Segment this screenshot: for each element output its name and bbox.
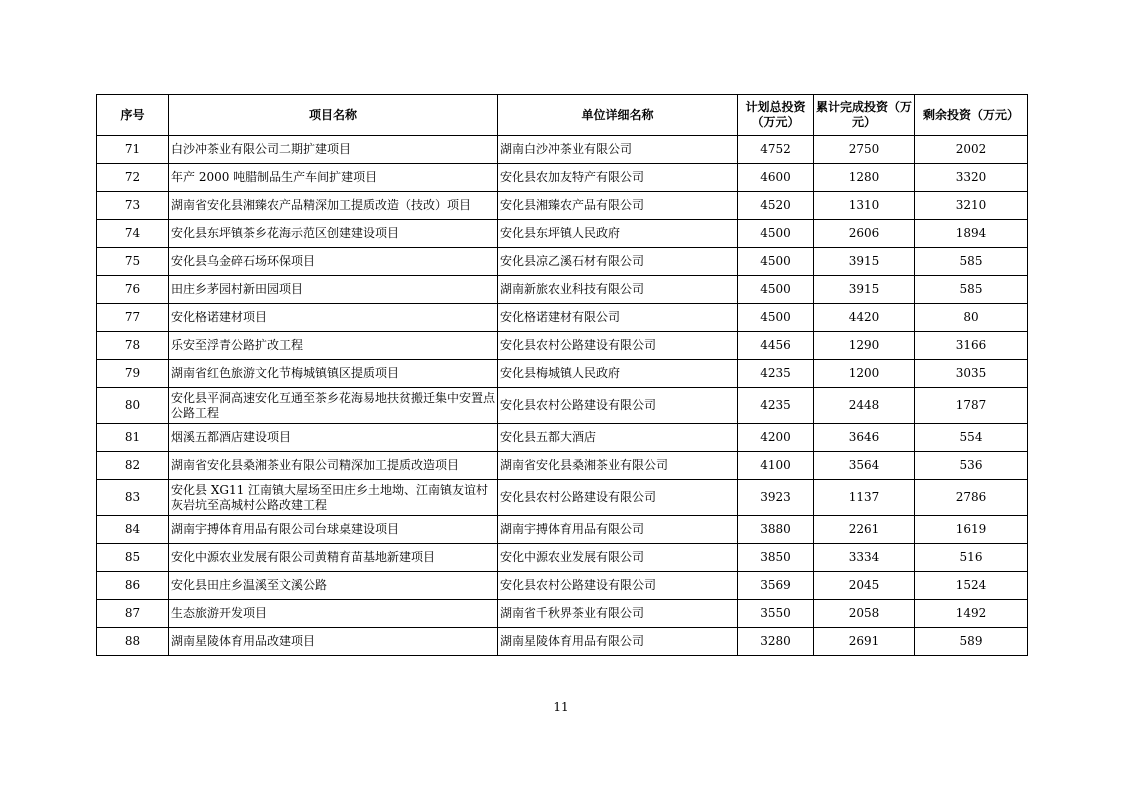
cell-remaining-investment: 554 (915, 424, 1028, 452)
cell-project-name: 田庄乡茅园村新田园项目 (169, 276, 498, 304)
cell-planned-investment: 4600 (738, 164, 814, 192)
cell-planned-investment: 4500 (738, 220, 814, 248)
cell-remaining-investment: 1787 (915, 388, 1028, 424)
cell-project-name: 安化县 XG11 江南镇大屋场至田庄乡土地坳、江南镇友谊村灰岩坑至高城村公路改建工程 (169, 480, 498, 516)
header-completed-investment: 累计完成投资（万元） (814, 95, 915, 136)
cell-remaining-investment: 2002 (915, 136, 1028, 164)
table-row (97, 388, 1028, 424)
cell-planned-investment: 4520 (738, 192, 814, 220)
table-row (97, 248, 1028, 276)
cell-completed-investment: 3334 (814, 544, 915, 572)
table-row (97, 480, 1028, 516)
cell-unit-name: 安化县湘臻农产品有限公司 (498, 192, 738, 220)
cell-planned-investment: 4500 (738, 248, 814, 276)
cell-remaining-investment: 3210 (915, 192, 1028, 220)
cell-planned-investment: 4100 (738, 452, 814, 480)
cell-planned-investment: 4235 (738, 360, 814, 388)
investment-table (96, 94, 1028, 656)
cell-no: 73 (97, 192, 169, 220)
cell-unit-name: 安化县农村公路建设有限公司 (498, 572, 738, 600)
cell-planned-investment: 3923 (738, 480, 814, 516)
cell-no: 72 (97, 164, 169, 192)
cell-planned-investment: 4752 (738, 136, 814, 164)
cell-project-name: 乐安至浮青公路扩改工程 (169, 332, 498, 360)
cell-project-name: 生态旅游开发项目 (169, 600, 498, 628)
header-project-name: 项目名称 (169, 95, 498, 136)
cell-completed-investment: 3915 (814, 276, 915, 304)
table-row (97, 304, 1028, 332)
cell-planned-investment: 3569 (738, 572, 814, 600)
cell-completed-investment: 2691 (814, 628, 915, 656)
cell-no: 81 (97, 424, 169, 452)
cell-project-name: 湖南省安化县湘臻农产品精深加工提质改造（技改）项目 (169, 192, 498, 220)
table-row (97, 452, 1028, 480)
cell-no: 82 (97, 452, 169, 480)
cell-no: 74 (97, 220, 169, 248)
cell-remaining-investment: 536 (915, 452, 1028, 480)
cell-planned-investment: 3850 (738, 544, 814, 572)
cell-project-name: 湖南省红色旅游文化节梅城镇镇区提质项目 (169, 360, 498, 388)
header-remaining-investment: 剩余投资（万元） (915, 95, 1028, 136)
table-row (97, 332, 1028, 360)
cell-planned-investment: 4500 (738, 276, 814, 304)
cell-completed-investment: 2606 (814, 220, 915, 248)
cell-no: 85 (97, 544, 169, 572)
cell-completed-investment: 2448 (814, 388, 915, 424)
investment-table-container (96, 94, 1027, 656)
table-row (97, 220, 1028, 248)
cell-project-name: 安化县乌金碎石场环保项目 (169, 248, 498, 276)
cell-project-name: 安化中源农业发展有限公司黄精育苗基地新建项目 (169, 544, 498, 572)
cell-unit-name: 安化县梅城镇人民政府 (498, 360, 738, 388)
table-row (97, 276, 1028, 304)
table-row (97, 192, 1028, 220)
cell-planned-investment: 4456 (738, 332, 814, 360)
cell-project-name: 安化县田庄乡温溪至文溪公路 (169, 572, 498, 600)
cell-completed-investment: 3646 (814, 424, 915, 452)
cell-completed-investment: 4420 (814, 304, 915, 332)
table-row (97, 516, 1028, 544)
cell-unit-name: 湖南省千秋界茶业有限公司 (498, 600, 738, 628)
cell-remaining-investment: 3166 (915, 332, 1028, 360)
cell-remaining-investment: 80 (915, 304, 1028, 332)
cell-no: 71 (97, 136, 169, 164)
cell-completed-investment: 2045 (814, 572, 915, 600)
cell-no: 78 (97, 332, 169, 360)
cell-unit-name: 安化县农村公路建设有限公司 (498, 480, 738, 516)
cell-unit-name: 安化县东坪镇人民政府 (498, 220, 738, 248)
cell-no: 79 (97, 360, 169, 388)
cell-project-name: 白沙冲茶业有限公司二期扩建项目 (169, 136, 498, 164)
table-row (97, 424, 1028, 452)
cell-remaining-investment: 585 (915, 248, 1028, 276)
cell-completed-investment: 3915 (814, 248, 915, 276)
cell-unit-name: 安化县农村公路建设有限公司 (498, 388, 738, 424)
cell-completed-investment: 3564 (814, 452, 915, 480)
cell-planned-investment: 3880 (738, 516, 814, 544)
cell-no: 76 (97, 276, 169, 304)
cell-project-name: 烟溪五都酒店建设项目 (169, 424, 498, 452)
cell-no: 87 (97, 600, 169, 628)
cell-remaining-investment: 1619 (915, 516, 1028, 544)
header-planned-investment: 计划总投资（万元） (738, 95, 814, 136)
cell-remaining-investment: 1492 (915, 600, 1028, 628)
cell-planned-investment: 3550 (738, 600, 814, 628)
table-row (97, 136, 1028, 164)
cell-no: 77 (97, 304, 169, 332)
cell-unit-name: 安化县农村公路建设有限公司 (498, 332, 738, 360)
cell-remaining-investment: 589 (915, 628, 1028, 656)
cell-completed-investment: 1137 (814, 480, 915, 516)
cell-remaining-investment: 585 (915, 276, 1028, 304)
cell-no: 84 (97, 516, 169, 544)
cell-unit-name: 湖南白沙冲茶业有限公司 (498, 136, 738, 164)
cell-unit-name: 湖南宇搏体育用品有限公司 (498, 516, 738, 544)
cell-remaining-investment: 2786 (915, 480, 1028, 516)
cell-unit-name: 湖南新旅农业科技有限公司 (498, 276, 738, 304)
header-no: 序号 (97, 95, 169, 136)
cell-no: 80 (97, 388, 169, 424)
header-unit-name: 单位详细名称 (498, 95, 738, 136)
cell-project-name: 安化县平洞高速安化互通至茶乡花海易地扶贫搬迁集中安置点公路工程 (169, 388, 498, 424)
cell-completed-investment: 1200 (814, 360, 915, 388)
cell-project-name: 安化县东坪镇茶乡花海示范区创建建设项目 (169, 220, 498, 248)
cell-unit-name: 安化中源农业发展有限公司 (498, 544, 738, 572)
cell-project-name: 湖南宇搏体育用品有限公司台球桌建设项目 (169, 516, 498, 544)
cell-remaining-investment: 3320 (915, 164, 1028, 192)
cell-completed-investment: 1310 (814, 192, 915, 220)
cell-unit-name: 安化县农加友特产有限公司 (498, 164, 738, 192)
cell-completed-investment: 1290 (814, 332, 915, 360)
cell-project-name: 湖南星陵体育用品改建项目 (169, 628, 498, 656)
table-row (97, 600, 1028, 628)
cell-planned-investment: 4235 (738, 388, 814, 424)
cell-no: 86 (97, 572, 169, 600)
cell-remaining-investment: 516 (915, 544, 1028, 572)
table-row (97, 360, 1028, 388)
table-row (97, 164, 1028, 192)
cell-unit-name: 安化格诺建材有限公司 (498, 304, 738, 332)
cell-remaining-investment: 1894 (915, 220, 1028, 248)
cell-planned-investment: 3280 (738, 628, 814, 656)
cell-unit-name: 湖南星陵体育用品有限公司 (498, 628, 738, 656)
cell-project-name: 湖南省安化县桑湘茶业有限公司精深加工提质改造项目 (169, 452, 498, 480)
table-header-row (97, 95, 1028, 136)
table-row (97, 544, 1028, 572)
cell-completed-investment: 2750 (814, 136, 915, 164)
cell-project-name: 年产 2000 吨腊制品生产车间扩建项目 (169, 164, 498, 192)
cell-remaining-investment: 1524 (915, 572, 1028, 600)
table-row (97, 572, 1028, 600)
table-row (97, 628, 1028, 656)
cell-no: 75 (97, 248, 169, 276)
cell-planned-investment: 4200 (738, 424, 814, 452)
table-body (97, 136, 1028, 656)
cell-unit-name: 湖南省安化县桑湘茶业有限公司 (498, 452, 738, 480)
cell-unit-name: 安化县五都大酒店 (498, 424, 738, 452)
cell-completed-investment: 2261 (814, 516, 915, 544)
cell-remaining-investment: 3035 (915, 360, 1028, 388)
cell-planned-investment: 4500 (738, 304, 814, 332)
cell-unit-name: 安化县凉乙溪石材有限公司 (498, 248, 738, 276)
cell-no: 83 (97, 480, 169, 516)
page-number: 11 (553, 700, 569, 714)
cell-completed-investment: 1280 (814, 164, 915, 192)
cell-project-name: 安化格诺建材项目 (169, 304, 498, 332)
cell-no: 88 (97, 628, 169, 656)
cell-completed-investment: 2058 (814, 600, 915, 628)
